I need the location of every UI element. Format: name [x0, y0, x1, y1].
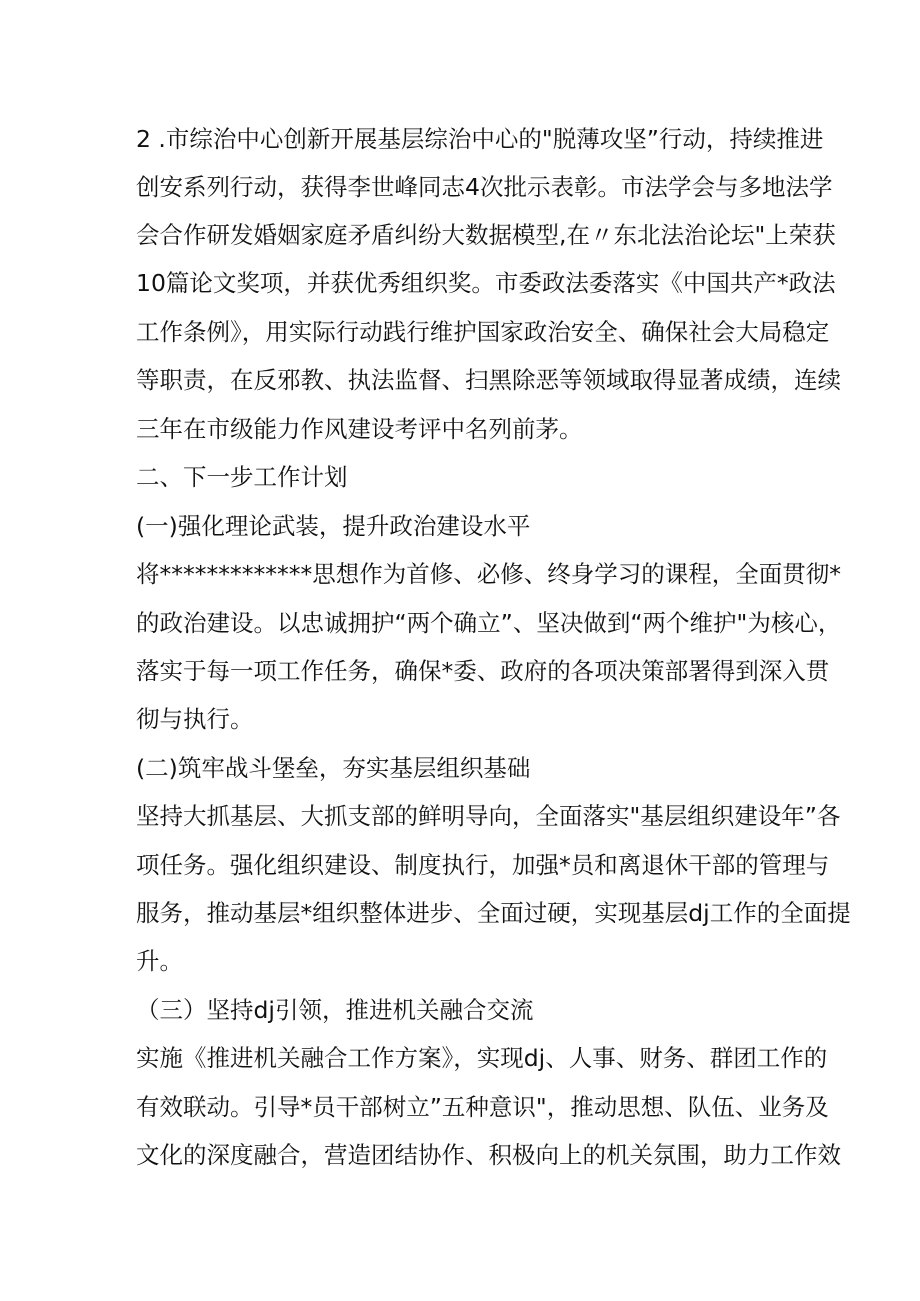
paragraph-line: 等职责，在反邪教、执法监督、扫黑除恶等领域取得显著成绩，连续: [136, 366, 841, 394]
paragraph-line: 坚持大抓基层、大抓支部的鲜明导向，全面落实"基层组织建设年”各: [136, 802, 841, 830]
paragraph-line: 三年在市级能力作风建设考评中名列前茅。: [136, 415, 583, 443]
section-heading: 二、下一步工作计划: [136, 463, 348, 491]
paragraph-line: 有效联动。引导*员干部树立”五种意识"，推动思想、队伍、业务及: [136, 1093, 829, 1121]
subsection-heading: (一)强化理论武装，提升政治建设水平: [136, 512, 531, 540]
paragraph-line: 的政治建设。以忠诚拥护“两个确立”、坚决做到“两个维护"为核心，: [136, 609, 842, 637]
paragraph-line: 工作条例》，用实际行动践行维护国家政治安全、确保社会大局稳定: [136, 318, 830, 346]
paragraph-line: 创安系列行动，获得李世峰同志4次批示表彰。市法学会与多地法学: [136, 173, 833, 201]
paragraph-line: 会合作研发婚姻家庭矛盾纠纷大数据模型,在〃东北法治论坛"上荣获: [136, 221, 836, 249]
subsection-heading: （三）坚持dj引领，推进机关融合交流: [136, 996, 534, 1024]
paragraph-line: 2 .市综治中心创新开展基层综治中心的"脱薄攻坚”行动，持续推进: [136, 125, 824, 153]
paragraph-line: 项任务。强化组织建设、制度执行，加强*员和离退休干部的管理与: [136, 851, 830, 879]
paragraph-line: 服务，推动基层*组织整体进步、全面过硬，实现基层dj工作的全面提: [136, 899, 851, 927]
paragraph-line: 文化的深度融合，营造团结协作、积极向上的机关氛围，助力工作效: [136, 1141, 841, 1169]
paragraph-line: 升。: [136, 947, 183, 975]
paragraph-line: 10篇论文奖项，并获优秀组织奖。市委政法委落实《中国共产*政法: [136, 269, 836, 297]
paragraph-line: 落实于每一项工作任务，确保*委、政府的各项决策部署得到深入贯: [136, 657, 830, 685]
paragraph-line: 将*************思想作为首修、必修、终身学习的课程，全面贯彻*: [136, 560, 841, 588]
paragraph-line: 实施《推进机关融合工作方案》，实现dj、人事、财务、群团工作的: [136, 1044, 828, 1072]
subsection-heading: (二)筑牢战斗堡垒，夯实基层组织基础: [136, 754, 531, 782]
paragraph-line: 彻与执行。: [136, 705, 254, 733]
